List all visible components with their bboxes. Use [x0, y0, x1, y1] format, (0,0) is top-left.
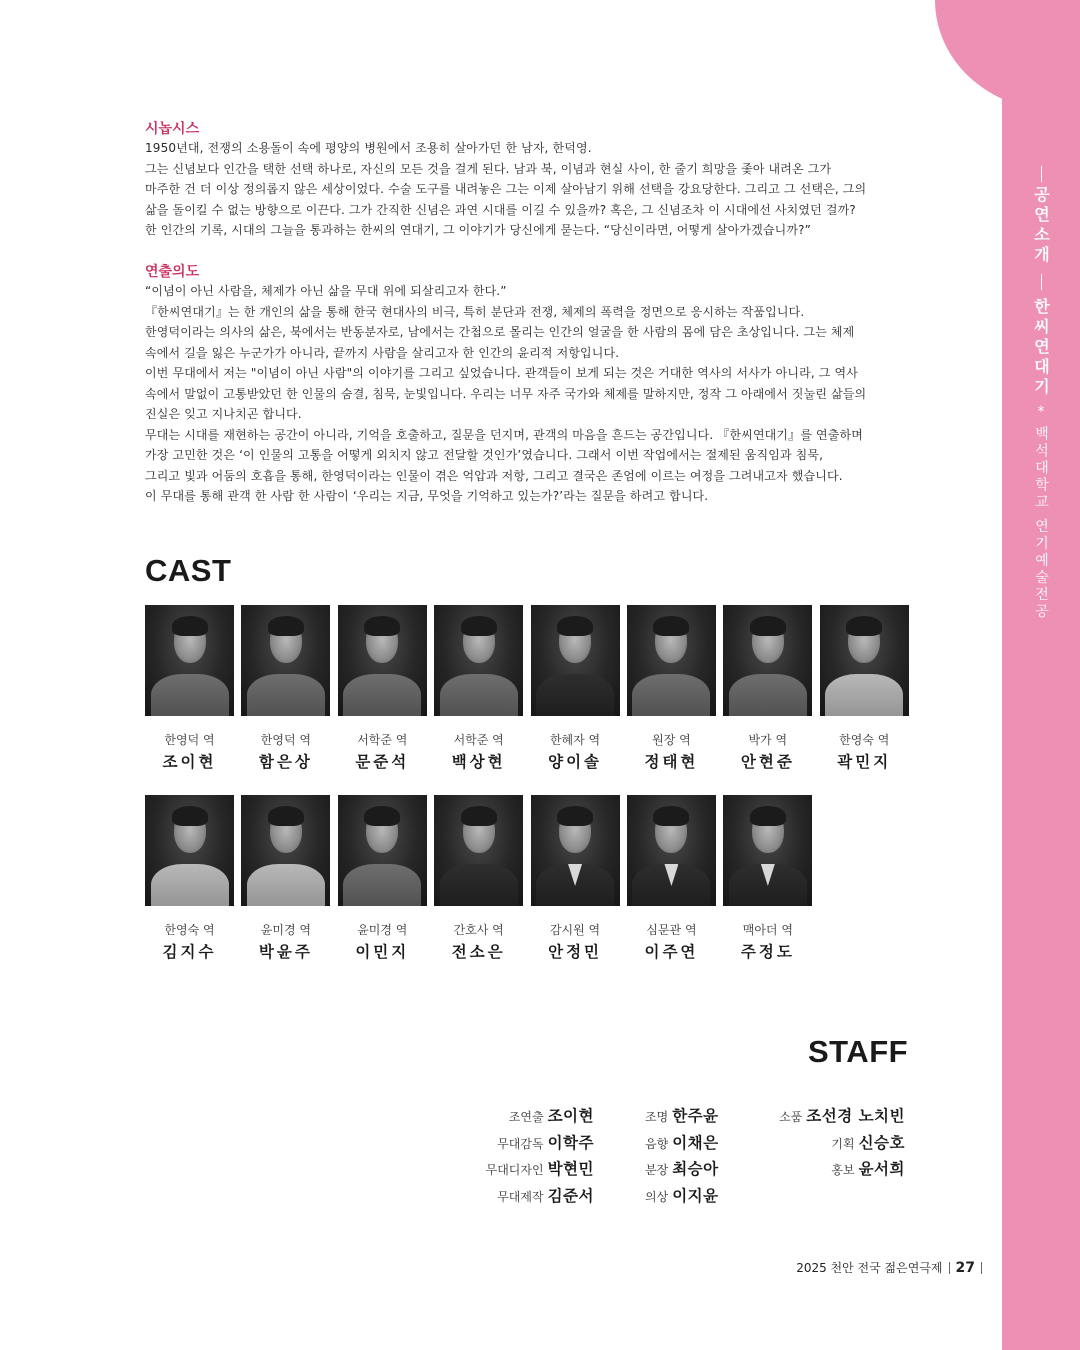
- actor-photo: [627, 605, 716, 716]
- cast-actor: 전소은: [451, 943, 506, 961]
- cast-card: [531, 795, 620, 962]
- staff-name: 한주윤: [672, 1107, 719, 1125]
- cast-role: 윤미경 역: [357, 923, 408, 937]
- staff-item: [645, 1131, 755, 1158]
- staff-title: 의상: [645, 1190, 669, 1205]
- actor-photo: [723, 605, 812, 716]
- cast-card: [723, 795, 812, 962]
- cast-row-2: [145, 795, 820, 962]
- cast-card: [434, 605, 523, 772]
- cast-actor: 곽민지: [837, 753, 892, 771]
- cast-role: 박가 역: [748, 733, 788, 747]
- staff-name: 김준서: [547, 1187, 594, 1206]
- staff-title: 무대감독: [497, 1136, 544, 1151]
- cast-card: [145, 795, 234, 962]
- direction-line: 이번 무대에서 저는 "이념이 아닌 사람"의 이야기를 그리고 싶었습니다. 관객들이 보게 되는 것은 거대한 역사의 서사가 아니라, 그 역사: [145, 366, 858, 380]
- direction-text: [145, 281, 910, 507]
- staff-title: 분장: [645, 1163, 669, 1178]
- cast-actor: 정태현: [644, 753, 699, 771]
- synopsis-line: 한 인간의 기록, 시대의 그늘을 통과하는 한씨의 연대기, 그 이야기가 당신에게 묻는다. “당신이라면, 어떻게 살아가겠습니까?”: [145, 223, 811, 237]
- actor-photo: [627, 795, 716, 906]
- staff-name: 박현민: [547, 1160, 594, 1179]
- direction-line: 한영덕이라는 의사의 삶은, 북에서는 반동분자로, 남에서는 간첩으로 몰리는 인간의 얼굴을 한 사람의 몸에 담은 초상입니다. 그는 체제: [145, 325, 855, 339]
- actor-photo: [338, 605, 427, 716]
- staff-column-1: [440, 1104, 594, 1211]
- cast-actor: 조이현: [162, 753, 217, 771]
- cast-actor: 이주연: [644, 943, 699, 961]
- staff-column-3: [750, 1104, 905, 1184]
- cast-card: [241, 605, 330, 772]
- synopsis-line: 1950년대, 전쟁의 소용돌이 속에 평양의 병원에서 조용히 살아가던 한 남자, 한덕영.: [145, 141, 592, 155]
- staff-title: 음향: [645, 1136, 669, 1151]
- staff-title: 홍보: [831, 1163, 855, 1178]
- direction-line: 가장 고민한 것은 ‘이 인물의 고통을 어떻게 외치지 않고 전달할 것인가’였습니다. 그래서 이번 작업에서는 절제된 움직임과 침묵,: [145, 448, 824, 462]
- cast-actor: 안현준: [740, 753, 795, 771]
- synopsis-text: [145, 138, 910, 241]
- cast-role: 간호사 역: [453, 923, 504, 937]
- direction-line: “이념이 아닌 사람을, 체제가 아닌 삶을 무대 위에 되살리고자 한다.”: [145, 284, 507, 298]
- staff-name: 이채은: [672, 1133, 719, 1152]
- direction-line: 『한씨연대기』는 한 개인의 삶을 통해 한국 현대사의 비극, 특히 분단과 전쟁, 체제의 폭력을 정면으로 응시하는 작품입니다.: [145, 304, 805, 319]
- cast-actor: 박윤주: [258, 943, 313, 961]
- staff-title: 무대제작: [497, 1190, 544, 1205]
- cast-actor: 안정민: [548, 943, 603, 961]
- staff-name: 조선경 노치빈: [806, 1107, 905, 1125]
- actor-photo: [434, 795, 523, 906]
- direction-line: 진실은 잊고 지나치곤 합니다.: [145, 407, 302, 421]
- actor-photo: [145, 605, 234, 716]
- actor-photo: [723, 795, 812, 906]
- cast-actor: 주정도: [740, 943, 795, 961]
- cast-role: 서학준 역: [453, 733, 504, 747]
- staff-name: 신승호: [858, 1133, 905, 1152]
- cast-actor: 김지수: [162, 943, 217, 961]
- actor-photo: [241, 605, 330, 716]
- cast-card: [627, 605, 716, 772]
- sidebar-band-curve: [935, 0, 1080, 110]
- cast-role: 한영덕 역: [164, 733, 215, 747]
- footer-divider: [981, 1262, 982, 1274]
- staff-title: 기획: [831, 1136, 855, 1151]
- star-icon: *: [1037, 404, 1045, 420]
- cast-card: [627, 795, 716, 962]
- direction-line: 그리고 빛과 어둠의 호흡을 통해, 한영덕이라는 인물이 겪은 억압과 저항, 그리고 결국은 존엄에 이르는 여정을 그려내고자 했습니다.: [145, 468, 843, 483]
- synopsis-line: 마주한 건 더 이상 정의롭지 않은 세상이었다. 수술 도구를 내려놓은 그는 이제 살아남기 위해 선택을 강요당한다. 그리고 그 선택은, 그의: [145, 182, 867, 196]
- synopsis-heading: 시놉시스: [145, 121, 200, 137]
- staff-column-2: [645, 1104, 755, 1211]
- staff-title: 무대디자인: [485, 1163, 544, 1178]
- staff-item: [645, 1157, 755, 1184]
- cast-role: 윤미경 역: [260, 923, 311, 937]
- cast-role: 심문관 역: [646, 923, 697, 937]
- cast-role: 원장 역: [652, 733, 691, 747]
- cast-role: 서학준 역: [357, 733, 408, 747]
- cast-row-1: [145, 605, 909, 772]
- cast-card: [531, 605, 620, 772]
- staff-title: 소품: [779, 1110, 803, 1124]
- staff-item: [440, 1131, 594, 1158]
- sidebar-org: 백석대학교 연기예술전공: [1033, 426, 1049, 621]
- staff-item: [645, 1184, 755, 1211]
- sidebar-vertical-title: [1022, 162, 1060, 620]
- staff-item: [750, 1157, 905, 1184]
- staff-item: [440, 1184, 594, 1211]
- staff-item: [750, 1104, 905, 1131]
- staff-name: 최승아: [672, 1160, 719, 1179]
- cast-card: [820, 605, 909, 772]
- cast-actor: 함은상: [258, 753, 313, 771]
- actor-photo: [338, 795, 427, 906]
- actor-photo: [820, 605, 909, 716]
- staff-item: [440, 1104, 594, 1131]
- staff-name: 이학주: [547, 1133, 594, 1152]
- staff-item: [645, 1104, 755, 1131]
- cast-role: 한영숙 역: [839, 733, 890, 747]
- synopsis-line: 그는 신념보다 인간을 택한 선택 하나로, 자신의 모든 것을 걸게 된다. 남과 북, 이념과 현실 사이, 한 줄기 희망을 좇아 내려온 그가: [145, 161, 832, 176]
- staff-item: [440, 1157, 594, 1184]
- sidebar-section: 공연소개: [1031, 186, 1051, 266]
- page-number: 27: [955, 1259, 975, 1276]
- actor-photo: [241, 795, 330, 906]
- cast-role: 한영덕 역: [260, 733, 311, 747]
- cast-card: [338, 795, 427, 962]
- direction-line: 이 무대를 통해 관객 한 사람 한 사람이 ‘우리는 지금, 무엇을 기억하고 있는가?’라는 질문을 하려고 합니다.: [145, 489, 709, 503]
- cast-actor: 양이솔: [548, 753, 603, 771]
- cast-actor: 이민지: [355, 943, 410, 961]
- actor-photo: [434, 605, 523, 716]
- cast-card: [145, 605, 234, 772]
- direction-heading: 연출의도: [145, 264, 200, 280]
- staff-title: 조연출: [508, 1110, 544, 1124]
- cast-actor: 문준석: [355, 753, 410, 771]
- staff-title: 조명: [645, 1110, 669, 1124]
- sidebar-title: 한씨연대기: [1031, 298, 1051, 398]
- staff-name: 조이현: [547, 1107, 594, 1125]
- cast-heading: CAST: [145, 553, 232, 588]
- festival-name: 2025 천안 전국 젊은연극제: [796, 1261, 943, 1275]
- actor-photo: [531, 605, 620, 716]
- actor-photo: [145, 795, 234, 906]
- cast-card: [338, 605, 427, 772]
- direction-line: 속에서 말없이 고통받았던 한 인물의 숨결, 침묵, 눈빛입니다. 우리는 너무 자주 국가와 체제를 말하지만, 정작 그 아래에서 짓눌린 삶들의: [145, 386, 867, 401]
- actor-photo: [531, 795, 620, 906]
- staff-heading: STAFF: [808, 1034, 909, 1069]
- cast-card: [434, 795, 523, 962]
- footer-divider: [949, 1262, 950, 1274]
- cast-card: [723, 605, 812, 772]
- staff-item: [750, 1131, 905, 1158]
- cast-role: 한혜자 역: [549, 733, 601, 747]
- cast-role: 한영숙 역: [164, 923, 215, 937]
- staff-name: 윤서희: [858, 1160, 905, 1179]
- direction-line: 무대는 시대를 재현하는 공간이 아니라, 기억을 호출하고, 질문을 던지며, 관객의 마음을 흔드는 공간입니다. 『한씨연대기』를 연출하며: [145, 427, 863, 442]
- cast-actor: 백상현: [451, 753, 506, 771]
- page-footer: [796, 1259, 988, 1276]
- cast-role: 맥아더 역: [742, 923, 793, 937]
- cast-role: 감시원 역: [549, 923, 601, 937]
- staff-name: 이지윤: [672, 1187, 719, 1206]
- direction-line: 속에서 길을 잃은 누군가가 아니라, 끝까지 사람을 살리고자 한 인간의 윤리적 저항입니다.: [145, 345, 620, 360]
- synopsis-line: 삶을 돌이킬 수 없는 방향으로 이끈다. 그가 간직한 신념은 과연 시대를 이길 수 있을까? 혹은, 그 신념조차 이 시대에선 사치였던 걸까?: [145, 202, 856, 217]
- cast-card: [241, 795, 330, 962]
